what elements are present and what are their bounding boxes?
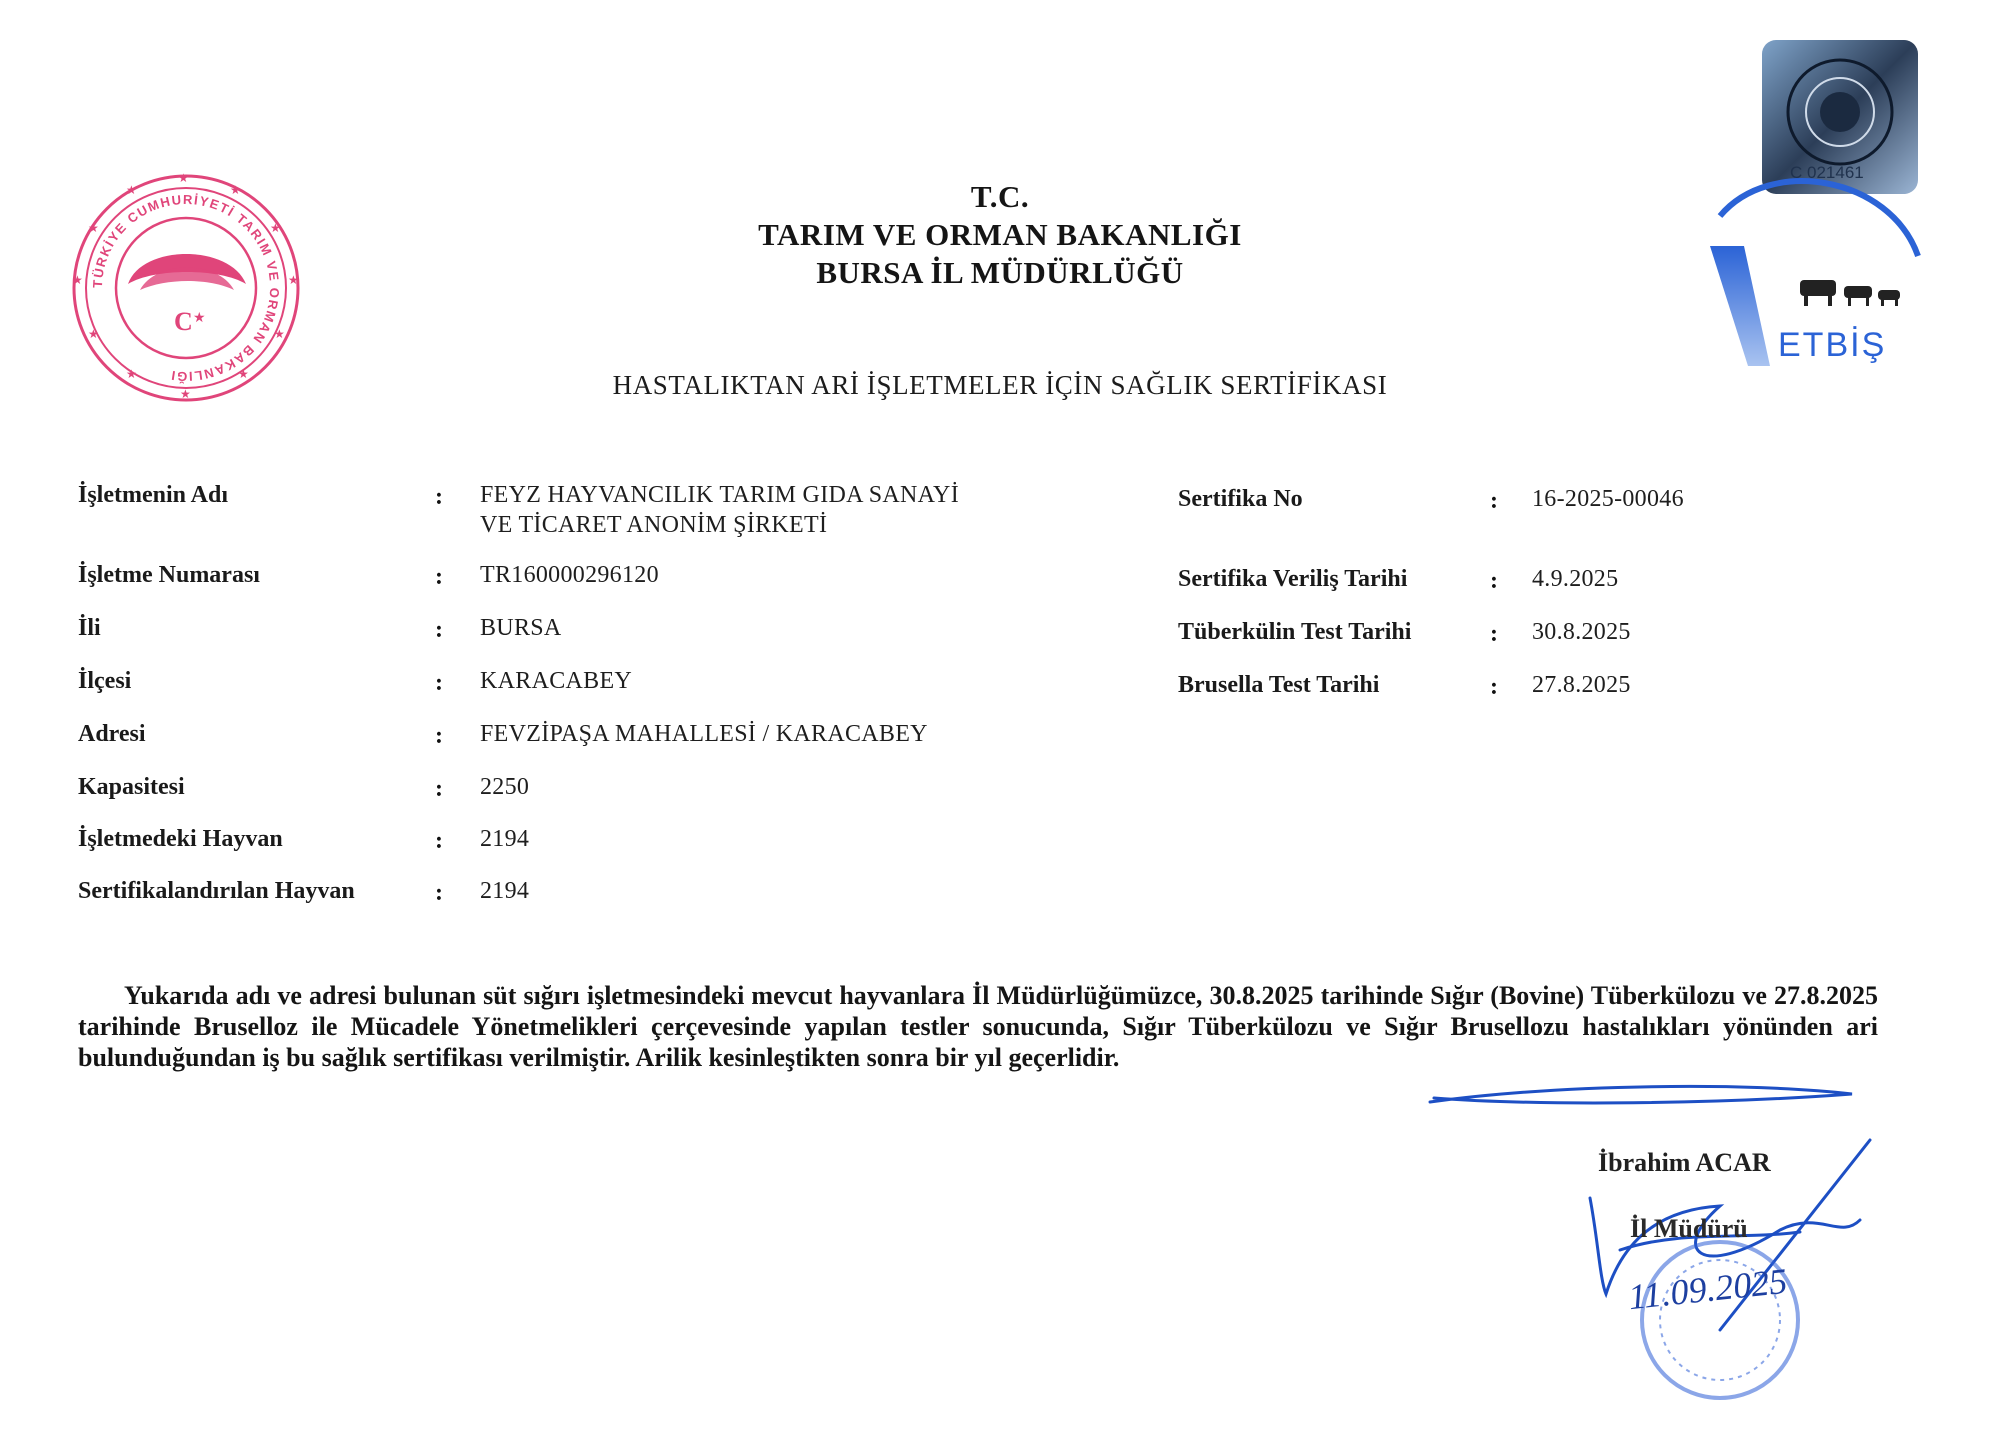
field-colon: : <box>1490 621 1498 647</box>
field-label: Sertifika No <box>1178 486 1303 512</box>
field-colon: : <box>1490 568 1498 594</box>
handwritten-date: 11.09.2025 <box>1626 1260 1789 1318</box>
field-label: Sertifikalandırılan Hayvan <box>78 878 355 904</box>
svg-text:★: ★ <box>288 273 299 287</box>
svg-text:★: ★ <box>126 183 137 197</box>
svg-text:★: ★ <box>178 172 189 185</box>
certificate-body <box>78 980 1878 1073</box>
field-value: 2250 <box>480 774 530 800</box>
field-label: İşletmedeki Hayvan <box>78 826 283 852</box>
field-colon: : <box>1490 674 1498 700</box>
svg-text:★: ★ <box>230 183 241 197</box>
hologram-code: C 021461 <box>1790 163 1864 182</box>
field-value: BURSA <box>480 615 562 641</box>
certificate-body-text: Yukarıda adı ve adresi bulunan süt sığırı işletmesindeki mevcut hayvanlara İl Müdürlüğümüzce, 30.8.2025 tarihinde Sığır (Bovine) Tüberkülozu ve 27.8.2025 tarihinde Bruselloz ile Mücadele Yönetmelikleri çerçevesinde yapılan testler sonucunda, Sığır Tüberkülozu ve Sığır Brusellozu hastalıkları yönünden ari bulunduğundan iş bu sağlık sertifikası verilmiştir. Arilik kesinleştikten sonra bir yıl geçerlidir. <box>78 981 1878 1072</box>
field-colon: : <box>435 880 443 906</box>
field-value: TR160000296120 <box>480 562 659 588</box>
field-label: İli <box>78 615 101 641</box>
seal-ring-text: TÜRKİYE CUMHURİYETİ TARIM VE ORMAN BAKANLIĞI <box>89 191 283 385</box>
field-colon: : <box>435 617 443 643</box>
field-value: 27.8.2025 <box>1532 672 1631 698</box>
field-value: 2194 <box>480 878 530 904</box>
signer-title: İl Müdürü <box>1630 1214 1748 1243</box>
header-line-2: TARIM VE ORMAN BAKANLIĞI <box>758 217 1242 252</box>
svg-text:★: ★ <box>126 367 137 381</box>
svg-text:★: ★ <box>193 311 206 326</box>
signer-name: İbrahim ACAR <box>1598 1148 1771 1177</box>
header-line-1: T.C. <box>970 179 1030 214</box>
field-colon: : <box>435 670 443 696</box>
field-colon: : <box>435 564 443 590</box>
document-header <box>0 178 2000 292</box>
field-colon: : <box>435 723 443 749</box>
field-label: Sertifika Veriliş Tarihi <box>1178 566 1408 592</box>
header-line-3: BURSA İL MÜDÜRLÜĞÜ <box>816 255 1184 290</box>
field-colon: : <box>435 828 443 854</box>
field-colon: : <box>435 484 443 510</box>
svg-text:★: ★ <box>270 221 281 235</box>
svg-text:★: ★ <box>274 327 285 341</box>
field-value: FEVZİPAŞA MAHALLESİ / KARACABEY <box>480 721 928 747</box>
svg-text:★: ★ <box>180 387 191 401</box>
seal-center-text: C <box>174 307 193 336</box>
hologram-sticker <box>1762 40 1918 194</box>
field-label: İşletme Numarası <box>78 562 260 588</box>
svg-text:★: ★ <box>88 327 99 341</box>
field-label: Tüberkülin Test Tarihi <box>1178 619 1412 645</box>
field-value: FEYZ HAYVANCILIK TARIM GIDA SANAYİ <box>480 482 959 508</box>
field-value: 4.9.2025 <box>1532 566 1619 592</box>
field-label: İlçesi <box>78 668 132 694</box>
field-colon: : <box>435 776 443 802</box>
vetbis-text: ETBİŞ <box>1778 326 1887 364</box>
svg-text:★: ★ <box>88 221 99 235</box>
field-label: Brusella Test Tarihi <box>1178 672 1380 698</box>
svg-text:★: ★ <box>238 367 249 381</box>
field-value: 16-2025-00046 <box>1532 486 1684 512</box>
svg-text:★: ★ <box>72 273 83 287</box>
field-value: 30.8.2025 <box>1532 619 1631 645</box>
certificate-title: HASTALIKTAN ARİ İŞLETMELER İÇİN SAĞLIK SERTİFİKASI <box>612 370 1388 400</box>
field-label: Adresi <box>78 721 146 747</box>
field-value: 2194 <box>480 826 530 852</box>
field-label: Kapasitesi <box>78 774 185 800</box>
field-label: İşletmenin Adı <box>78 482 229 508</box>
field-value-line-2: VE TİCARET ANONİM ŞİRKETİ <box>480 512 828 538</box>
field-colon: : <box>1490 488 1498 514</box>
field-value: KARACABEY <box>480 668 633 694</box>
